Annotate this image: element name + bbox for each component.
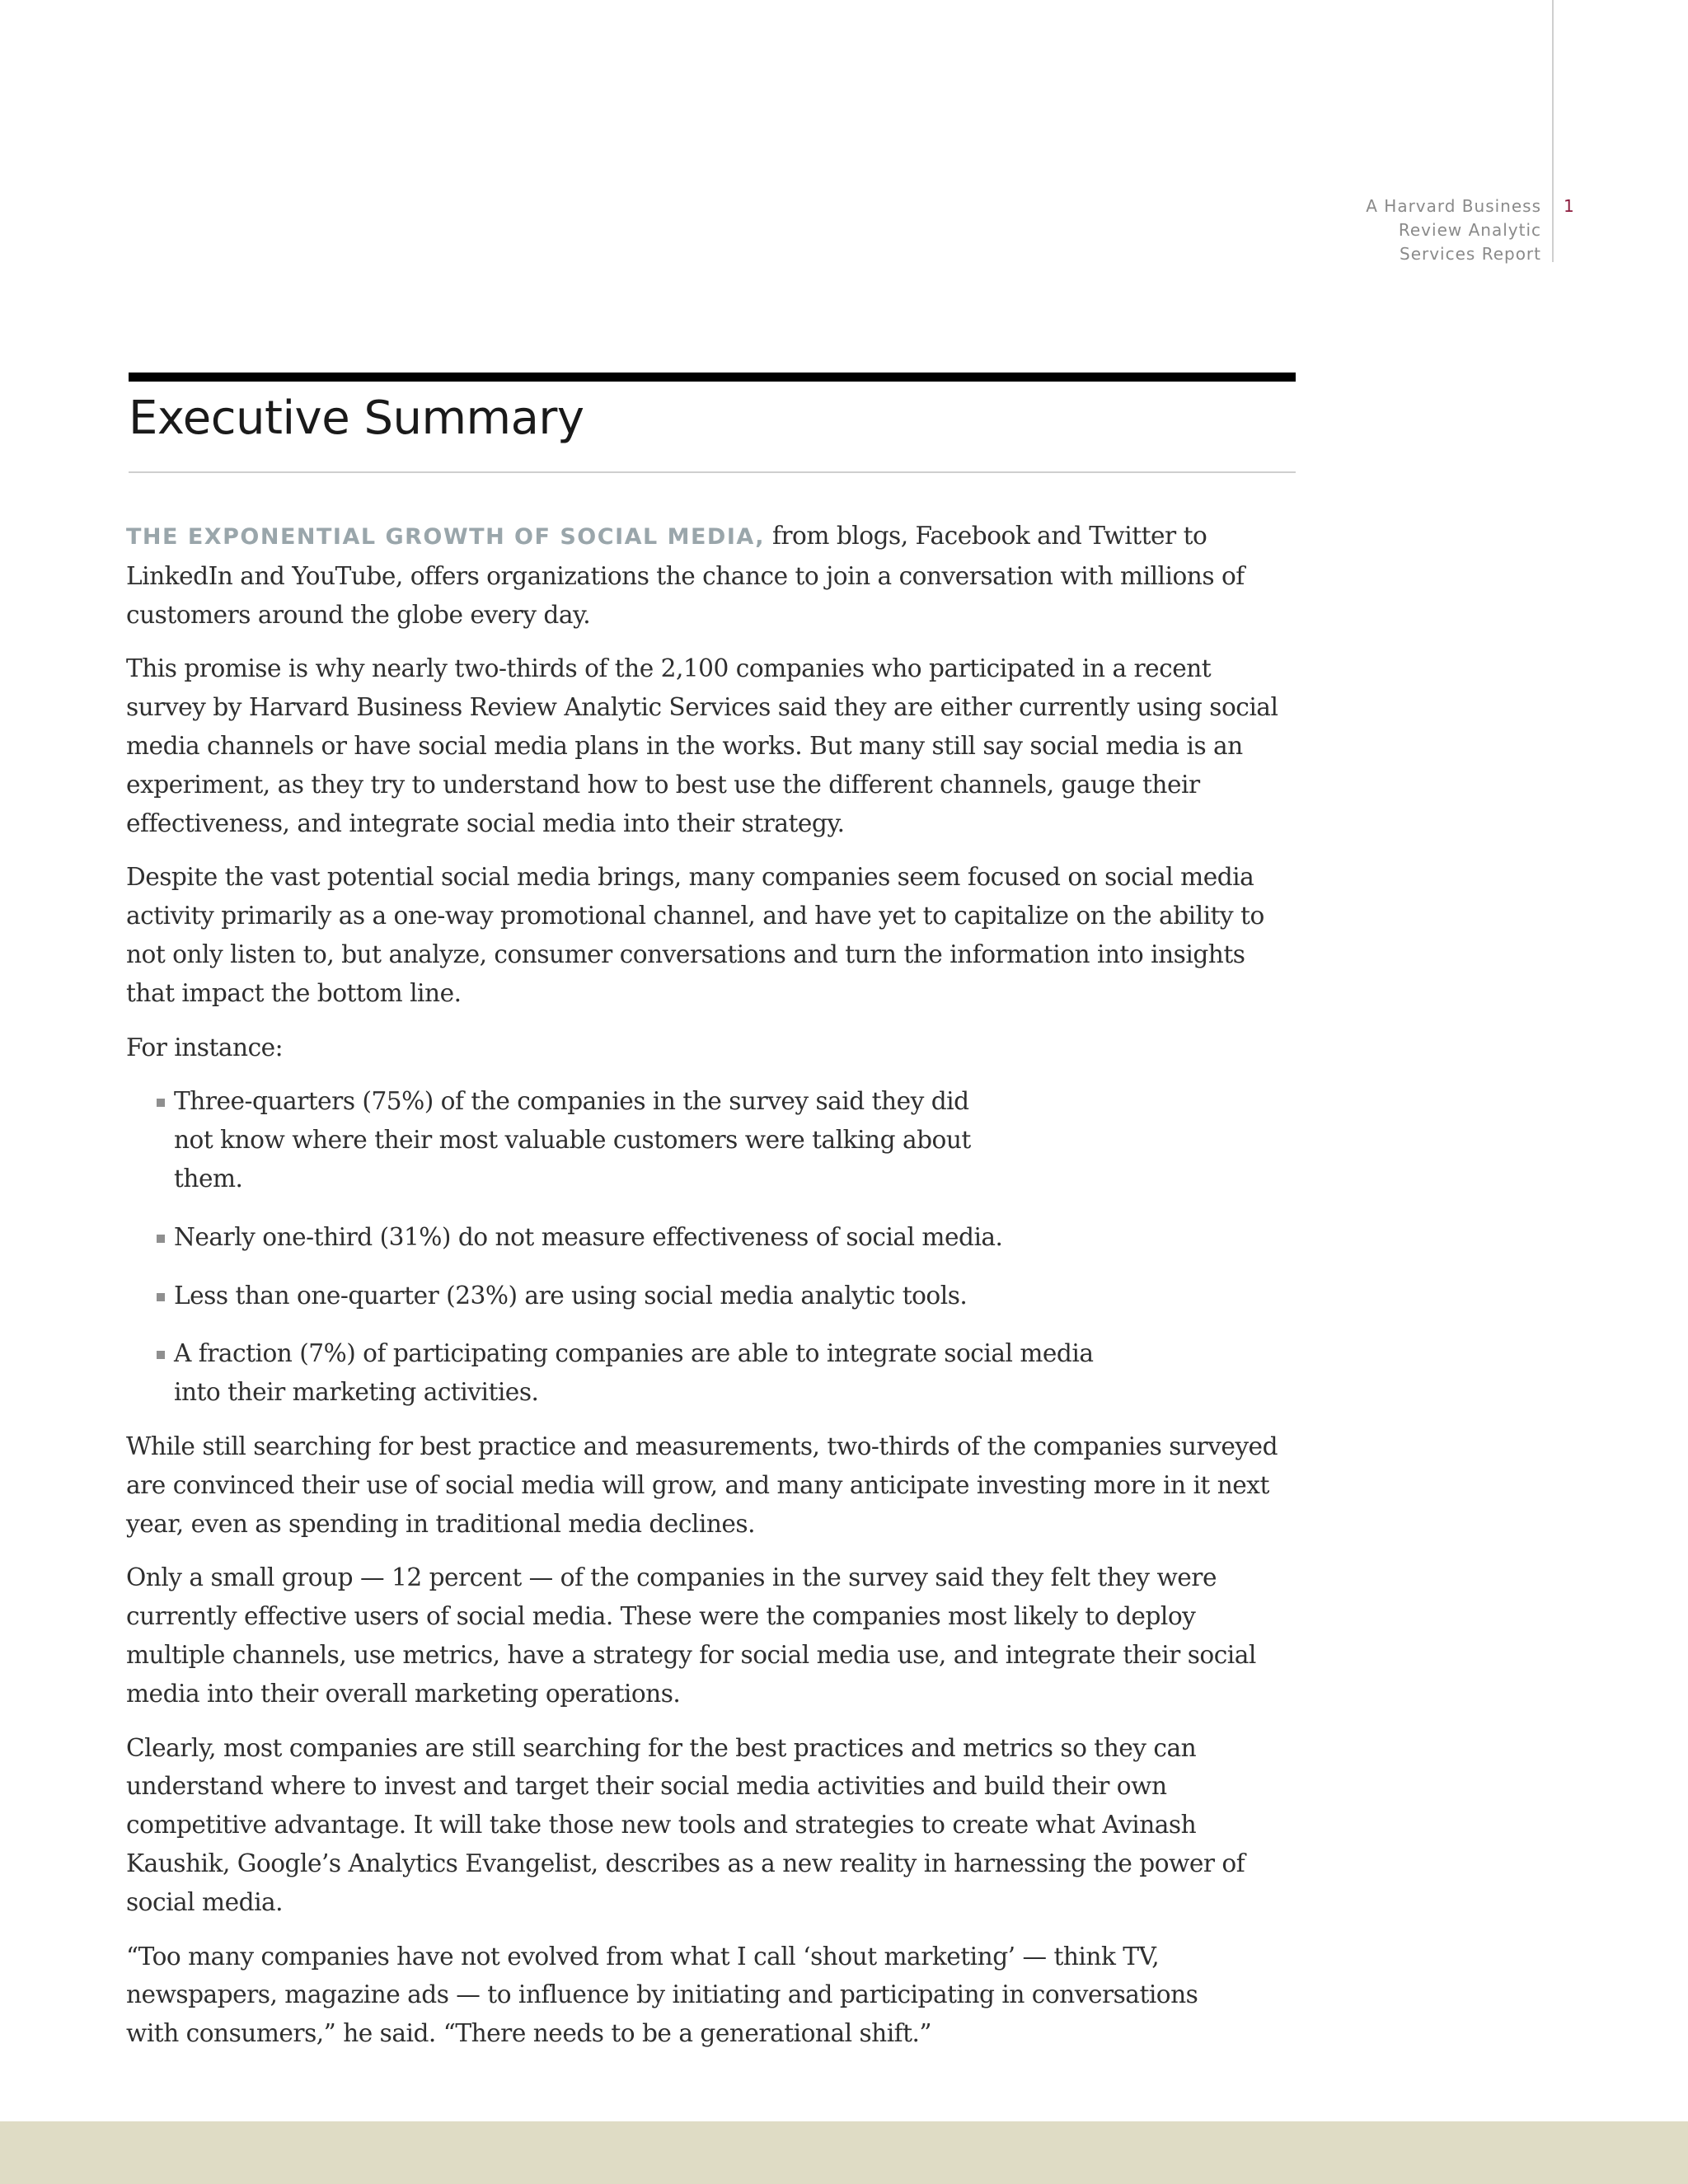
report-label-line: Review Analytic bbox=[1398, 220, 1541, 240]
page-number: 1 bbox=[1564, 196, 1574, 216]
article-body bbox=[126, 517, 1296, 2069]
body-paragraph: Despite the vast potential social media brings, many companies seem focused on social media activity primarily as a one-way promotional channel, and have yet to capitalize on the ability to not only listen to, but analyze, consumer conversations and turn the information into insights that impact the bottom line. bbox=[126, 863, 1264, 1007]
report-label-line: A Harvard Business bbox=[1366, 196, 1541, 216]
quote-paragraph: “Too many companies have not evolved from what I call ‘shout marketing’ — think TV, newspapers, magazine ads — to influence by initiating and participating in conversations with consumers,” he said. “There needs to be a generational shift.” bbox=[126, 1942, 1198, 2048]
list-item bbox=[174, 1218, 1296, 1257]
list-item-text: A fraction (7%) of participating companies are able to integrate social media into their marketing activities. bbox=[174, 1339, 1094, 1407]
report-label-line: Services Report bbox=[1400, 244, 1541, 264]
lead-in: THE EXPONENTIAL GROWTH OF SOCIAL MEDIA, bbox=[126, 524, 766, 550]
intro-paragraph bbox=[126, 517, 1296, 634]
list-item-text: Less than one-quarter (23%) are using social media analytic tools. bbox=[174, 1281, 968, 1310]
list-item-text: Three-quarters (75%) of the companies in the survey said they did not know where their most valuable customers were talking about them. bbox=[174, 1087, 971, 1193]
bullet-marker bbox=[157, 1293, 165, 1301]
title-bottom-rule bbox=[129, 471, 1296, 473]
body-paragraph: This promise is why nearly two-thirds of the 2,100 companies who participated in a recent survey by Harvard Business Review Analytic Services said they are either currently using social media channels or have social media plans in the works. But many still say social media is an experiment, as they try to understand how to best use the different channels, gauge their effectiveness, and integrate social media into their strategy. bbox=[126, 654, 1278, 837]
body-paragraph: Clearly, most companies are still searching for the best practices and metrics so they can understand where to invest and target their social media activities and build their own competitive advantage. It will take those new tools and strategies to create what Avinash Kaushik, Google’s Analytics Evangelist, describes as a new reality in harnessing the power of social media. bbox=[126, 1733, 1245, 1916]
bullet-marker bbox=[157, 1351, 165, 1359]
findings-list bbox=[126, 1082, 1296, 1412]
bullet-marker bbox=[157, 1099, 165, 1107]
header-divider-rule bbox=[1552, 0, 1554, 262]
body-paragraph: Only a small group — 12 percent — of the companies in the survey said they felt they were currently effective users of social media. These were the companies most likely to deploy multiple channels, use metrics, have a strategy for social media use, and integrate their social media into their overall marketing operations. bbox=[126, 1563, 1256, 1708]
body-paragraph: While still searching for best practice and measurements, two-thirds of the companies surveyed are convinced their use of social media will grow, and many anticipate investing more in it next year, even as spending in traditional media declines. bbox=[126, 1432, 1278, 1538]
report-label bbox=[1327, 194, 1541, 266]
bullet-marker bbox=[157, 1235, 165, 1243]
list-item bbox=[174, 1334, 1114, 1412]
title-top-rule bbox=[129, 373, 1296, 382]
list-item-text: Nearly one-third (31%) do not measure effectiveness of social media. bbox=[174, 1222, 1003, 1251]
list-item bbox=[174, 1277, 1296, 1315]
list-intro: For instance: bbox=[126, 1033, 284, 1062]
footer-band bbox=[0, 2121, 1688, 2184]
list-item bbox=[174, 1082, 998, 1197]
page-title: Executive Summary bbox=[129, 391, 584, 445]
intro-text: from blogs, Facebook and Twitter to LinkedIn and YouTube, offers organizations the chance to join a conversation with millions of customers around the globe every day. bbox=[126, 522, 1245, 629]
